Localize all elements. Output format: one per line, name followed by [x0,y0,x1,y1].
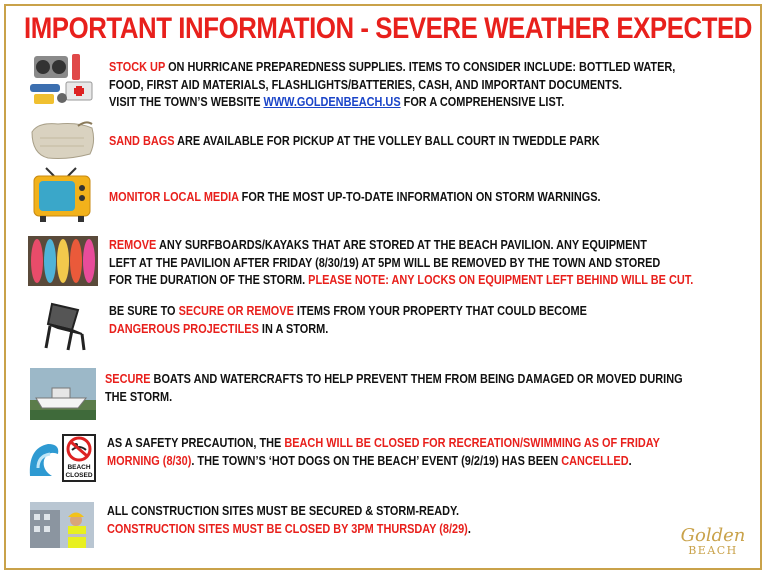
highlight: CONSTRUCTION SITES MUST BE CLOSED BY 3PM THURSDAY (8/29) [107,520,468,536]
item-text [107,434,661,469]
text: BOATS AND WATERCRAFTS TO HELP PREVENT THEM FROM BEING DAMAGED OR MOVED DURING [150,371,683,386]
highlight: CANCELLED [561,452,629,468]
text: FOR THE MOST UP-TO-DATE INFORMATION ON STORM WARNINGS. [238,189,601,204]
golden-beach-logo [678,525,748,558]
text: BE SURE TO [109,303,179,318]
text: ANY SURFBOARDS/KAYAKS THAT ARE STORED AT THE BEACH PAVILION. ANY EQUIPMENT [156,237,647,252]
no-swimming-sign-icon [62,434,96,487]
item-text [109,302,663,337]
text: FOR THE DURATION OF THE STORM. [109,272,309,287]
text: ARE AVAILABLE FOR PICKUP AT THE VOLLEY BALL COURT IN TWEDDLE PARK [174,133,600,148]
item-text [109,58,676,111]
text: FOR A COMPREHENSIVE LIST. [400,94,565,109]
text: VISIT THE TOWN’S WEBSITE [109,94,264,109]
highlight: REMOVE [109,237,157,252]
website-link[interactable]: WWW.GOLDENBEACH.US [263,94,401,109]
text: . THE TOWN’S ‘HOT DOGS ON THE BEACH’ EVENT (9/2/19) HAS BEEN [191,452,562,468]
highlight: MONITOR LOCAL MEDIA [109,189,239,204]
text: ITEMS FROM YOUR PROPERTY THAT COULD BECOME [293,303,587,318]
highlight: PLEASE NOTE: ANY LOCKS ON EQUIPMENT LEFT BEHIND WILL BE CUT. [308,272,694,287]
television-icon [28,166,94,229]
hurricane-supplies-icon [28,52,96,113]
text: FOOD, FIRST AID MATERIALS, FLASHLIGHTS/BATTERIES, CASH, AND IMPORTANT DOCUMENTS. [109,76,623,92]
item-text [109,132,663,150]
item-text [105,370,683,405]
highlight: SECURE OR REMOVE [178,303,294,318]
highlight: DANGEROUS PROJECTILES [109,320,259,336]
text: . [628,452,632,468]
text: AS A SAFETY PRECAUTION, THE [107,435,285,450]
text: LEFT AT THE PAVILION AFTER FRIDAY (8/30/19) AT 5PM WILL BE REMOVED BY THE TOWN AND STORED [109,254,661,270]
logo-line1: Golden [680,525,746,546]
sandbag-icon [28,118,98,167]
construction-worker-icon [30,502,94,553]
page-title: IMPORTANT INFORMATION - SEVERE WEATHER EXPECTED [24,12,753,45]
sign-label: BEACH [67,464,91,471]
sign-label: CLOSED [65,472,93,479]
boat-icon [30,368,96,425]
text: . [467,520,471,536]
highlight: SECURE [105,371,151,386]
wave-icon [26,438,62,485]
logo-line2: BEACH [688,544,738,557]
patio-chair-icon [38,300,94,357]
text: ALL CONSTRUCTION SITES MUST BE SECURED & STORM-READY. [107,503,460,518]
item-text [109,188,663,206]
highlight: MORNING (8/30) [107,452,192,468]
text: THE STORM. [105,388,173,404]
slide-frame [4,4,762,570]
highlight: SAND BAGS [109,133,175,148]
highlight: BEACH WILL BE CLOSED FOR RECREATION/SWIMMING AS OF FRIDAY [284,435,660,450]
text: ON HURRICANE PREPAREDNESS SUPPLIES. ITEMS TO CONSIDER INCLUDE: BOTTLED WATER, [165,59,676,74]
item-text [109,236,694,289]
highlight: STOCK UP [109,59,166,74]
item-text [107,502,661,537]
text: IN A STORM. [258,320,329,336]
surfboards-icon [28,236,98,291]
